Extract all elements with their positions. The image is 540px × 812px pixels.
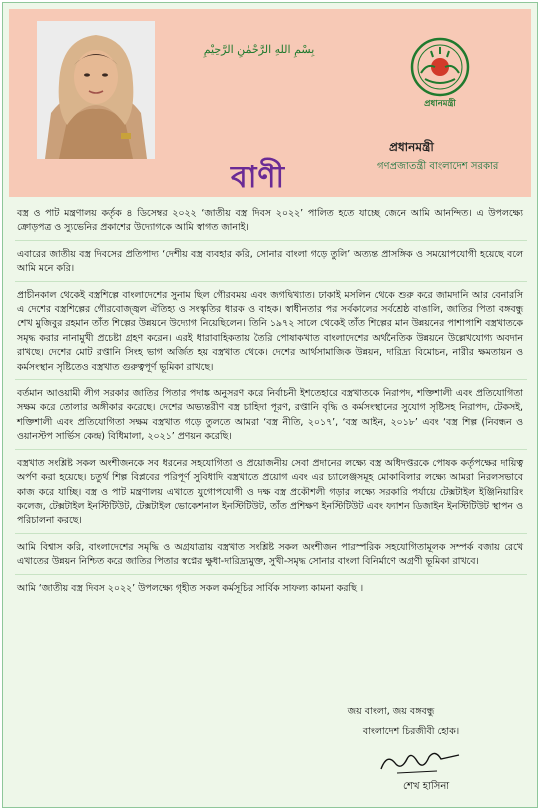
- paragraph-5: বস্ত্রখাত সংশ্লিষ্ট সকল অংশীজনকে সব ধরনের সহযোগিতা ও প্রয়োজনীয় সেবা প্রদানের লক্ষ্যে বস্ত্র অধিদপ্তরকে পোষক কর্তৃপক্ষের দায়িত্ব অর্পণ করা হয়েছে। চতুর্থ শিল্প বিপ্লবের পরিপূর্ণ সুবিধাদি বস্ত্রখাতে প্রয়োগ এবং এর চ্যালেঞ্জসমূহ মোকাবিলার লক্ষ্যে আমরা নিরলসভাবে কাজ করে যাচ্ছি। বস্ত্র ও পাট মন্ত্রণালয় এখাতে যুগোপযোগী ও দক্ষ বস্ত্র প্রকৌশলী গড়ার লক্ষ্যে সরকারি পর্যায়ে টেক্সটাইল ইঞ্জিনিয়ারিং কলেজ, টেক্সটাইল ইনস্টিটিউট, টেক্সটাইল ভোকেশনাল ইনস্টিটিউট, তাঁত প্রশিক্ষণ ইনস্টিটিউট এবং ফ্যাশন ডিজাইন ইনস্টিটিউট স্থাপন ও পরিচালনা করছে।: [15, 457, 527, 534]
- pm-emblem-icon: [407, 37, 473, 109]
- paragraph-6: আমি বিশ্বাস করি, বাংলাদেশের সমৃদ্ধি ও অগ্রযাত্রায় বস্ত্রখাত সংশ্লিষ্ট সকল অংশীজন পারস্পরিক সহযোগিতামূলক সম্পর্ক বজায় রেখে এখাতের উন্নয়ন নিশ্চিত করে জাতির পিতার স্বপ্নের ক্ষুধা-দারিদ্র্যমুক্ত, সুখী-সমৃদ্ধ সোনার বাংলা বিনির্মাণে অগ্রণী ভূমিকা রাখবে।: [15, 541, 527, 575]
- bismillah-calligraphy: بِسْمِ اللهِ الرَّحْمٰنِ الرَّحِيْمِ: [203, 43, 315, 56]
- paragraph-3: প্রাচীনকাল থেকেই বস্ত্রশিল্পে বাংলাদেশের সুনাম ছিল গৌরবময় এবং জগদ্বিখ্যাত। ঢাকাই মসলিন থেকে শুরু করে জামদানি আর বেনারসি এ দেশের বস্ত্রশিল্পের গৌরবোজ্জ্বল ঐতিহ্য ও সংস্কৃতির ধারক ও বাহক। স্বাধীনতার পর সর্বকালের সর্বশ্রেষ্ঠ বাঙালি, জাতির পিতা বঙ্গবন্ধু শেখ মুজিবুর রহমান তাঁত শিল্পের উন্নয়নে উদ্যোগ নিয়েছিলেন। তিনি ১৯৭২ সালে থেকেই তাঁত শিল্পের মান উন্নয়নের পাশাপাশি বস্ত্রখাতকে সমৃদ্ধ করার নানামুখী প্রচেষ্টা গ্রহণ করেন। এরই ধারাবাহিকতায় তৈরি পোষাকখাত বাংলাদেশের অর্থনৈতিক উন্নয়নে উল্লেখযোগ্য অবদান রাখছে। দেশের মোট রপ্তানি সিংহ ভাগ অর্জিত হয় বস্ত্রখাত থেকে। দেশের আর্থসামাজিক উন্নয়ন, দারিদ্র্য বিমোচন, নারীর ক্ষমতায়ন ও কর্মসংস্থান সৃষ্টিতেও বস্ত্রখাত গুরুত্বপূর্ণ ভূমিকা রাখছে।: [15, 289, 527, 380]
- paragraph-1: বস্ত্র ও পাট মন্ত্রণালয় কর্তৃক ৪ ডিসেম্বর ২০২২ ‘জাতীয় বস্ত্র দিবস ২০২২’ পালিত হতে যাচ্ছে জেনে আমি আনন্দিত। এ উপলক্ষ্যে ক্রোড়পত্র ও স্যুভেনির প্রকাশের উদ্যোগকে আমি স্বাগত জানাই।: [15, 207, 527, 241]
- government-title: গণপ্রজাতন্ত্রী বাংলাদেশ সরকার: [377, 161, 499, 172]
- prime-minister-portrait: [37, 21, 155, 159]
- header-banner: [9, 9, 531, 197]
- emblem-caption: প্রধানমন্ত্রী: [424, 99, 456, 109]
- portrait-image: [37, 21, 155, 159]
- paragraph-4: বর্তমান আওয়ামী লীগ সরকার জাতির পিতার পদাঙ্ক অনুসরণ করে নির্বাচনী ইশতেহারে বস্ত্রখাতকে নিরাপদ, শক্তিশালী এবং প্রতিযোগিতা সক্ষম করে তোলার অঙ্গীকার করেছে। দেশের অভ্যন্তরীণ বস্ত্র চাহিদা পূরণ, রপ্তানি বৃদ্ধি ও কর্মসংস্থানের সুযোগ সৃষ্টিসহ নিরাপদ, টেকসই, শক্তিশালী এবং প্রতিযোগিতা সক্ষম বস্ত্রখাত গড়ে তুলতে আমরা ‘বস্ত্র নীতি, ২০১৭’, ‘বস্ত্র আইন, ২০১৮’ এবং ‘বস্ত্র শিল্প (নিবন্ধন ও ওয়ানস্টপ সার্ভিস কেন্দ্র) বিধিমালা, ২০২১’ প্রণয়ন করেছি।: [15, 387, 527, 450]
- page-title: বাণী: [231, 160, 286, 195]
- pm-title: প্রধানমন্ত্রী: [389, 140, 434, 154]
- handwritten-signature: [377, 745, 463, 779]
- closing-line-2: বাংলাদেশ চিরজীবী হোক।: [362, 726, 460, 737]
- closing-line-1: জয় বাংলা, জয় বঙ্গবন্ধু: [347, 706, 435, 717]
- message-page: [2, 2, 538, 808]
- paragraph-7: আমি ‘জাতীয় বস্ত্র দিবস ২০২২’ উপলক্ষ্যে গৃহীত সকল কর্মসূচির সার্বিক সাফল্য কামনা করছি ।: [17, 582, 364, 594]
- message-body: [15, 207, 527, 607]
- paragraph-2: এবারের জাতীয় বস্ত্র দিবসের প্রতিপাদ্য ‘দেশীয় বস্ত্র ব্যবহার করি, সোনার বাংলা গড়ে তুলি’ অত্যন্ত প্রাসঙ্গিক ও সময়োপযোগী হয়েছে বলে আমি মনে করি।: [15, 248, 527, 282]
- signatory-name: শেখ হাসিনা: [403, 781, 450, 792]
